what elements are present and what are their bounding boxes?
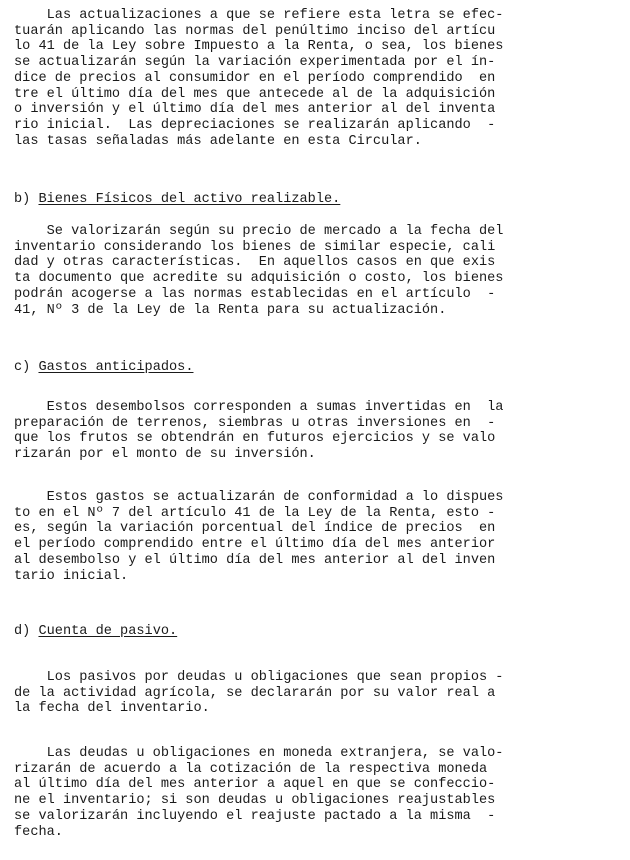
text-line: preparación de terrenos, siembras u otras inversiones en - <box>14 415 496 431</box>
text-line: 41, Nº 3 de la Ley de la Renta para su actualización. <box>14 302 447 318</box>
text-line: de la actividad agrícola, se declararán por su valor real a <box>14 685 496 701</box>
text-line: ta documento que acredite su adquisición o costo, los bienes <box>14 271 504 287</box>
section-title: Gastos anticipados. <box>38 360 194 375</box>
text-line: Las actualizaciones a que se refiere esta letra se efec- <box>14 8 504 23</box>
text-line: Las deudas u obligaciones en moneda extranjera, se valo- <box>14 746 504 761</box>
text-line: el período comprendido entre el último día del mes anterior <box>14 537 496 553</box>
text-line: to en el Nº 7 del artículo 41 de la Ley de la Renta, esto - <box>14 505 496 521</box>
text-line: se actualizarán según la variación experimentada por el ín- <box>14 55 496 71</box>
text-line: que los frutos se obtendrán en futuros ejercicios y se valo <box>14 431 496 447</box>
text-line: la fecha del inventario. <box>14 701 210 717</box>
text-line: dice de precios al consumidor en el período comprendido en <box>14 70 496 86</box>
text-line: ne el inventario; si son deudas u obligaciones reajustables <box>14 793 496 809</box>
section-heading-d <box>14 624 177 640</box>
text-line: rio inicial. Las depreciaciones se realizarán aplicando - <box>14 117 496 133</box>
text-line: fecha. <box>14 824 63 840</box>
text-line: Los pasivos por deudas u obligaciones que sean propios - <box>14 670 504 685</box>
section-heading-b <box>14 192 340 208</box>
section-heading-c <box>14 360 193 376</box>
text-line: lo 41 de la Ley sobre Impuesto a la Renta, o sea, los bienes <box>14 39 504 55</box>
text-line: o inversión y el último día del mes anterior al del inventa <box>14 102 496 118</box>
section-title: Bienes Físicos del activo realizable. <box>38 192 341 207</box>
text-line: tuarán aplicando las normas del penúltimo inciso del artícu <box>14 23 496 39</box>
text-line: rizarán de acuerdo a la cotización de la respectiva moneda <box>14 761 488 777</box>
text-line: Estos gastos se actualizarán de conformidad a lo dispues <box>14 490 504 505</box>
text-line: Se valorizarán según su precio de mercado a la fecha del <box>14 224 504 239</box>
text-line: es, según la variación porcentual del índice de precios en <box>14 521 496 537</box>
text-line: podrán acogerse a las normas establecidas en el artículo - <box>14 286 496 302</box>
section-letter: b) <box>14 192 39 207</box>
section-letter: d) <box>14 624 39 639</box>
text-line: inventario considerando los bienes de similar especie, cali <box>14 239 496 255</box>
section-title: Cuenta de pasivo. <box>38 624 178 639</box>
text-line: Estos desembolsos corresponden a sumas invertidas en la <box>14 400 504 415</box>
text-line: se valorizarán incluyendo el reajuste pactado a la misma - <box>14 808 496 824</box>
text-line: tre el último día del mes que antecede al de la adquisición <box>14 86 496 102</box>
section-letter: c) <box>14 360 39 375</box>
text-line: rizarán por el monto de su inversión. <box>14 447 316 463</box>
text-line: al desembolso y el último día del mes anterior al del inven <box>14 552 496 568</box>
text-line: al último día del mes anterior a aquel en que se confeccio- <box>14 777 496 793</box>
text-line: las tasas señaladas más adelante en esta Circular. <box>14 133 422 149</box>
text-line: tario inicial. <box>14 568 129 584</box>
text-line: dad y otras características. En aquellos casos en que exis <box>14 255 496 271</box>
